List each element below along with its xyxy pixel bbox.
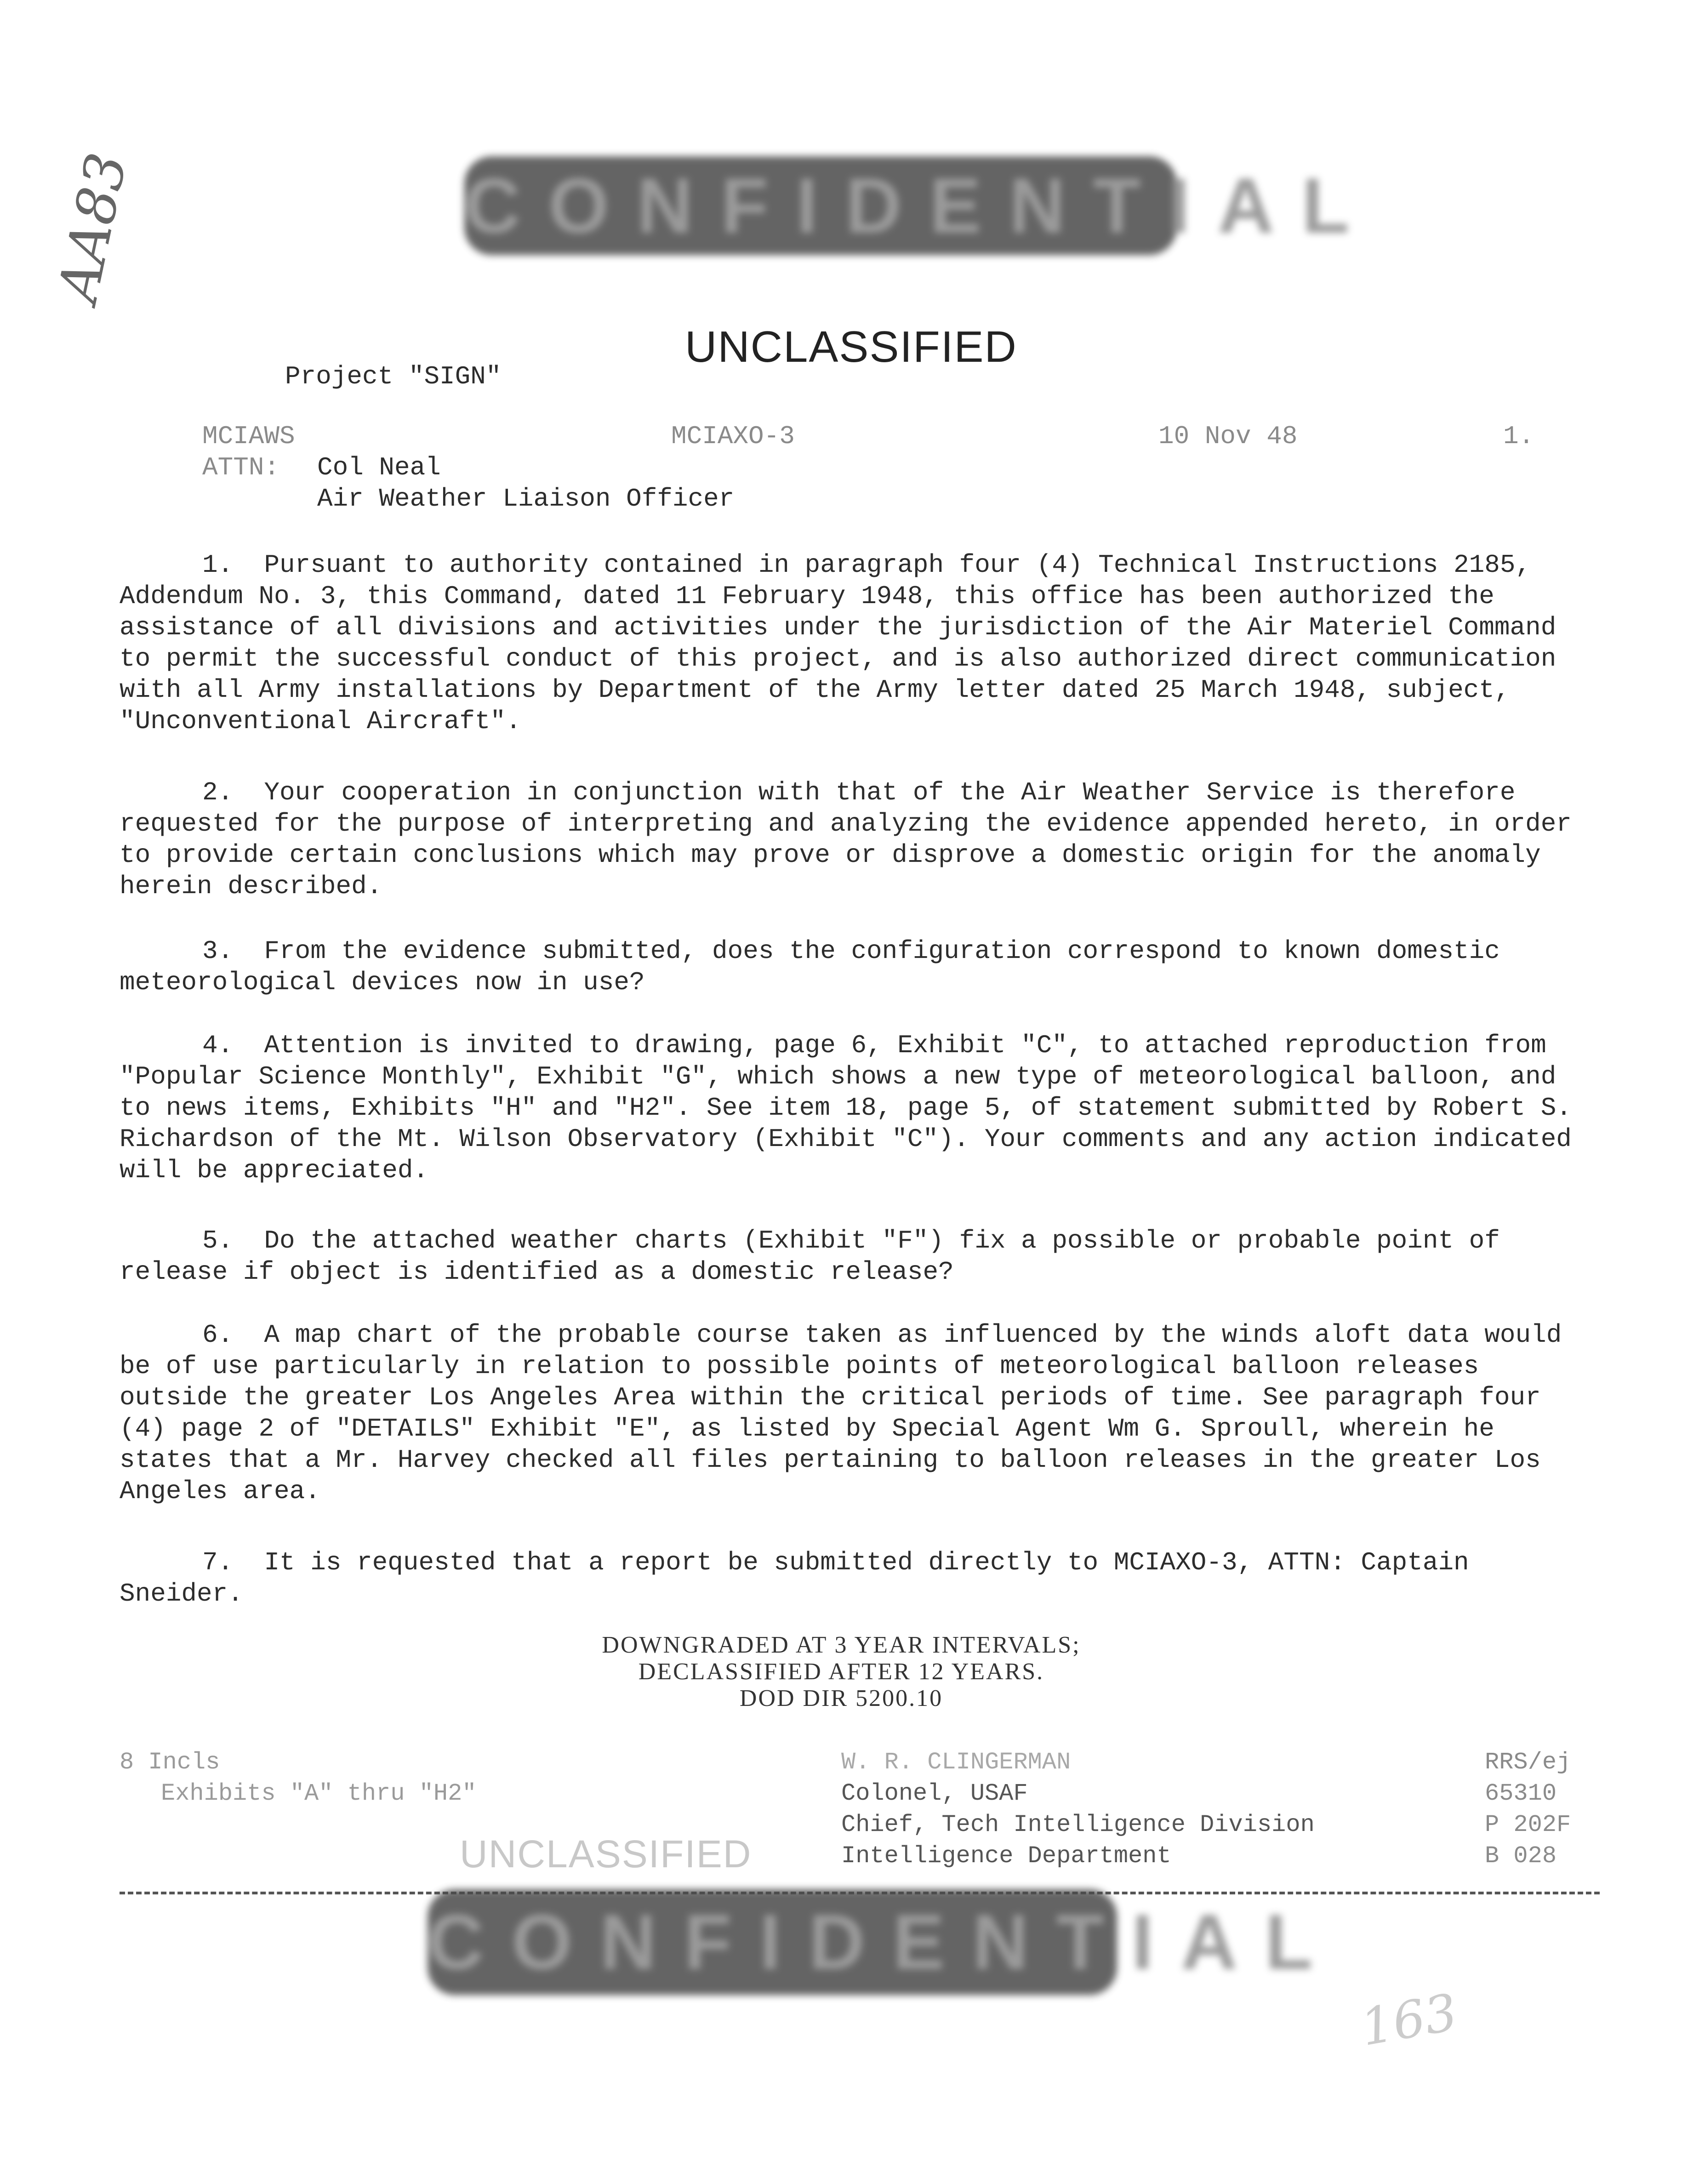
confidential-stamp-top (464, 156, 1377, 255)
paragraph-6 (120, 1319, 1581, 1507)
confidential-stamp-top-text: CONFIDENTIAL (464, 162, 1377, 250)
paragraph-7-number: 7. (202, 1548, 234, 1577)
paragraph-2-text: Your cooperation in conjunction with that of the Air Weather Service is therefore requested for the purpose of interpreting and analyzing the evidence appended hereto, in order to provide certain conclusions which may prove or disprove a domestic origin for the anomaly herein described. (120, 778, 1572, 901)
confidential-stamp-bottom-text: CONFIDENTIAL (428, 1899, 1340, 1986)
paragraph-1 (120, 549, 1581, 737)
paragraph-5-number: 5. (202, 1226, 234, 1255)
signature-block (841, 1747, 1315, 1872)
margin-handwritten-note: AA83 (46, 148, 140, 308)
project-title: Project "SIGN" (285, 362, 502, 391)
paragraph-4 (120, 1030, 1581, 1186)
attn-name: Col Neal (317, 453, 441, 482)
signer-rank: Colonel, USAF (841, 1780, 1028, 1807)
paragraph-7 (120, 1547, 1581, 1609)
paragraph-7-text: It is requested that a report be submitted directly to MCIAXO-3, ATTN: Captain Sneider. (120, 1548, 1469, 1608)
paragraph-4-text: Attention is invited to drawing, page 6, Exhibit "C", to attached reproduction from "Popular Science Monthly", Exhibit "G", which shows a new type of meteorological balloon, and to news items, Exhibits "H" and "H2". See item 18, page 5, of statement submitted by Robert S. Richardson of the Mt. Wilson Observatory (Exhibit "C"). Your comments and any action indicated will be appreciated. (120, 1031, 1572, 1185)
attn-title: Air Weather Liaison Officer (317, 484, 735, 513)
signer-title: Chief, Tech Intelligence Division (841, 1811, 1315, 1838)
signer-name: W. R. CLINGERMAN (841, 1749, 1071, 1776)
paragraph-1-text: Pursuant to authority contained in paragraph four (4) Technical Instructions 2185, Addendum No. 3, this Command, dated 11 February 1948, this office has been authorized the assistance of all divisions and activities under the jurisdiction of the Air Materiel Command to permit the successful conduct of this project, and is also authorized direct communication with all Army installations by Department of the Army letter dated 25 March 1948, subject, "Unconventional Aircraft". (120, 550, 1556, 736)
signer-department: Intelligence Department (841, 1842, 1171, 1870)
declassification-line-3: DOD DIR 5200.10 (739, 1685, 943, 1711)
sender-code: MCIAXO-3 (671, 422, 795, 451)
attn-label: ATTN: (202, 453, 280, 482)
paragraph-2 (120, 777, 1581, 902)
paragraph-5 (120, 1225, 1581, 1288)
paragraph-3-number: 3. (202, 936, 234, 966)
inclosures-count: 8 Incls (120, 1749, 220, 1776)
page-number: 1. (1503, 422, 1534, 451)
classification-marking-top: UNCLASSIFIED (685, 322, 1017, 371)
reference-building: B 028 (1485, 1842, 1557, 1870)
declassification-line-1: DOWNGRADED AT 3 YEAR INTERVALS; (602, 1632, 1081, 1658)
paragraph-2-number: 2. (202, 778, 234, 807)
confidential-stamp-bottom (428, 1889, 1340, 1995)
paragraph-3-text: From the evidence submitted, does the configuration correspond to known domestic meteorological devices now in use? (120, 936, 1500, 997)
classification-marking-bottom: UNCLASSIFIED (460, 1832, 752, 1876)
paragraph-3 (120, 935, 1581, 998)
declassification-stamp (519, 1632, 1163, 1712)
inclosures-list: Exhibits "A" thru "H2" (161, 1780, 477, 1807)
addressee-code: MCIAWS (202, 422, 295, 451)
paragraph-1-number: 1. (202, 550, 234, 580)
declassification-line-2: DECLASSIFIED AFTER 12 YEARS. (638, 1659, 1044, 1685)
reference-room: P 202F (1485, 1811, 1571, 1838)
memo-date: 10 Nov 48 (1158, 422, 1298, 451)
reference-initials: RRS/ej (1485, 1749, 1571, 1776)
paragraph-6-text: A map chart of the probable course taken as influenced by the winds aloft data would be of use particularly in relation to possible points of meteorological balloon releases outside the greater Los Angeles Area within the critical periods of time. See paragraph four (4) page 2 of "DETAILS" Exhibit "E", as listed by Special Agent Wm G. Sproull, wherein he states that a Mr. Harvey checked all files pertaining to balloon releases in the greater Los Angeles area. (120, 1320, 1562, 1506)
paragraph-6-number: 6. (202, 1320, 234, 1350)
handwritten-page-mark: 163 (1356, 1982, 1462, 2058)
inclosures-block (120, 1747, 477, 1809)
reference-codes (1485, 1747, 1571, 1872)
paragraph-4-number: 4. (202, 1031, 234, 1060)
reference-phone: 65310 (1485, 1780, 1557, 1807)
paragraph-5-text: Do the attached weather charts (Exhibit "F") fix a possible or probable point of release if object is identified as a domestic release? (120, 1226, 1500, 1287)
